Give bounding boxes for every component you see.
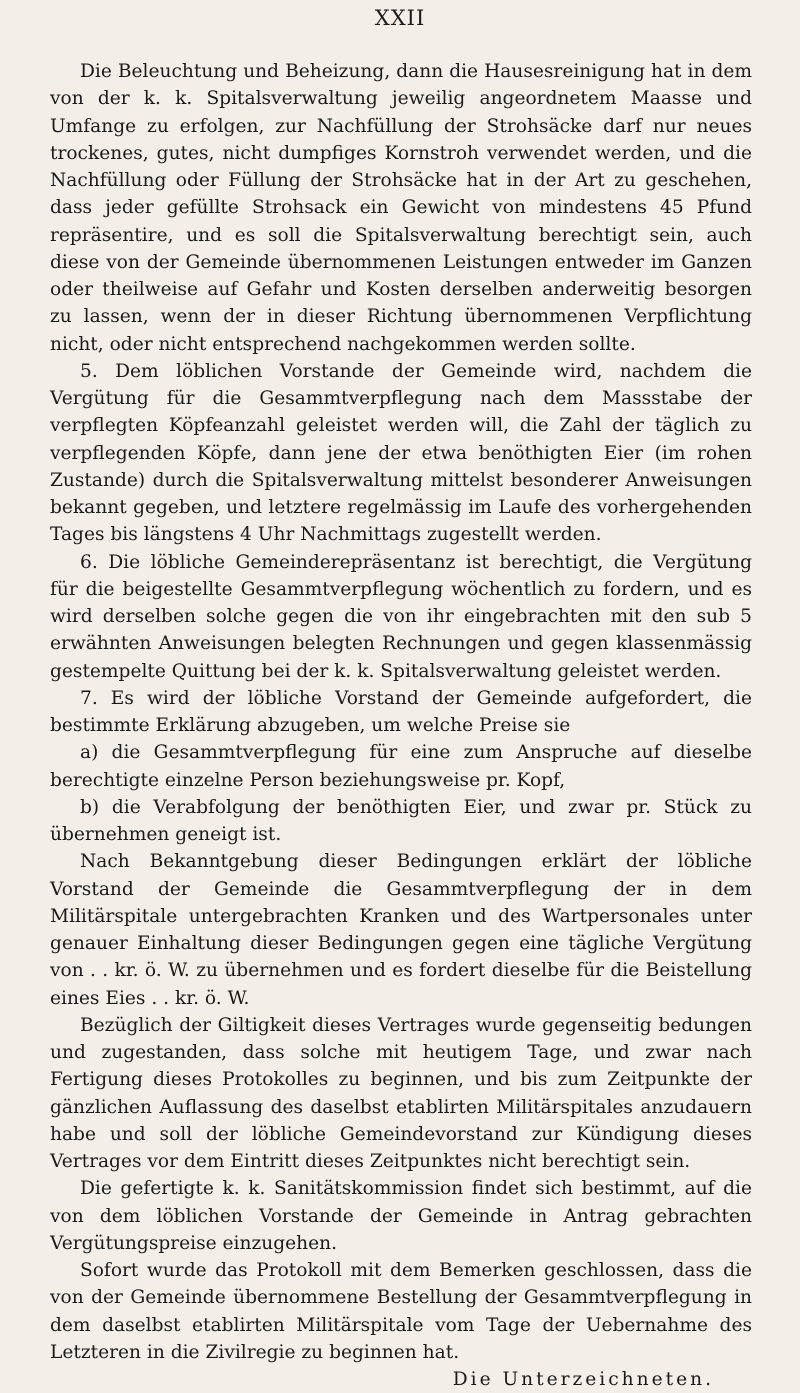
- paragraph: 7. Es wird der löbliche Vorstand der Gemeinde aufgefordert, die bestimmte Erklärung abzugeben, um welche Preise sie: [50, 687, 752, 736]
- paragraph: Die gefertigte k. k. Sanitätskommission findet sich bestimmt, auf die von dem löblichen Vorstande der Gemeinde in Antrag gebrachten Vergütungspreise einzugehen.: [50, 1178, 752, 1254]
- paragraph-item-b: b) die Verabfolgung der benöthigten Eier, und zwar pr. Stück zu übernehmen geneigt ist.: [50, 796, 752, 845]
- signature-line: Die Unterzeichneten.: [452, 1369, 714, 1390]
- paragraph: 6. Die löbliche Gemeinderepräsentanz ist berechtigt, die Vergütung für die beigestellte Gesammtverpflegung wöchentlich zu fordern, und es wird derselben solche gegen die von ihr eingebrachten mit den sub 5 erwähnten Anweisungen belegten Rechnungen und gegen klassenmässig gestempelte Quittung bei der k. k. Spitalsverwaltung geleistet werden.: [50, 551, 752, 682]
- paragraph: Die Beleuchtung und Beheizung, dann die Hausesreinigung hat in dem von der k. k. Spitalsverwaltung jeweilig angeordnetem Maasse und Umfange zu erfolgen, zur Nachfüllung der Strohsäcke darf nur neues trockenes, gutes, nicht dumpfiges Kornstroh verwendet werden, und die Nachfüllung oder Füllung der Strohsäcke hat in der Art zu geschehen, dass jeder gefüllte Strohsack ein Gewicht von mindestens 45 Pfund repräsentire, und es soll die Spitalsverwaltung berechtigt sein, auch diese von der Gemeinde übernommenen Leistungen entweder im Ganzen oder theilweise auf Gefahr und Kosten derselben anderweitig besorgen zu lassen, wenn der in dieser Richtung übernommenen Verpflichtung nicht, oder nicht entsprechend nachgekommen werden sollte.: [50, 61, 752, 355]
- paragraph: Bezüglich der Giltigkeit dieses Vertrages wurde gegenseitig bedungen und zugestanden, dass solche mit heutigem Tage, und zwar nach Fertigung dieses Protokolles zu beginnen, und bis zum Zeitpunkte der gänzlichen Auflassung des daselbst etablirten Militärspitales anzudauern habe und soll der löbliche Gemeindevorstand zur Kündigung dieses Vertrages vor dem Eintritt dieses Zeitpunktes nicht berechtigt sein.: [50, 1014, 752, 1172]
- paragraph-item-a: a) die Gesammtverpflegung für eine zum Anspruche auf dieselbe berechtigte einzelne Person beziehungsweise pr. Kopf,: [50, 742, 752, 791]
- paragraph: Sofort wurde das Protokoll mit dem Bemerken geschlossen, dass die von der Gemeinde übernommene Bestellung der Gesammtverpflegung in dem daselbst etablirten Militärspitale vom Tage der Uebernahme des Letzteren in die Zivilregie zu beginnen hat.: [50, 1260, 752, 1363]
- paragraph: Nach Bekanntgebung dieser Bedingungen erklärt der löbliche Vorstand der Gemeinde die Gesammtverpflegung der in dem Militärspitale untergebrachten Kranken und des Wartpersonales unter genauer Einhaltung dieser Bedingungen gegen eine tägliche Vergütung von . . kr. ö. W. zu übernehmen und es fordert dieselbe für die Beistellung eines Eies . . kr. ö. W.: [50, 851, 752, 1009]
- paragraph: 5. Dem löblichen Vorstande der Gemeinde wird, nachdem die Vergütung für die Gesammtverpflegung nach dem Massstabe der verpflegten Köpfeanzahl geleistet werden will, die Zahl der täglich zu verpflegenden Köpfe, dann jene der etwa benöthigten Eier (im rohen Zustande) durch die Spitalsverwaltung mittelst besonderer Anweisungen bekannt gegeben, und letztere regelmässig im Laufe des vorhergehenden Tages bis längstens 4 Uhr Nachmittags zugestellt werden.: [50, 360, 752, 546]
- page-number: XXII: [374, 6, 426, 30]
- body-text: [50, 58, 752, 1393]
